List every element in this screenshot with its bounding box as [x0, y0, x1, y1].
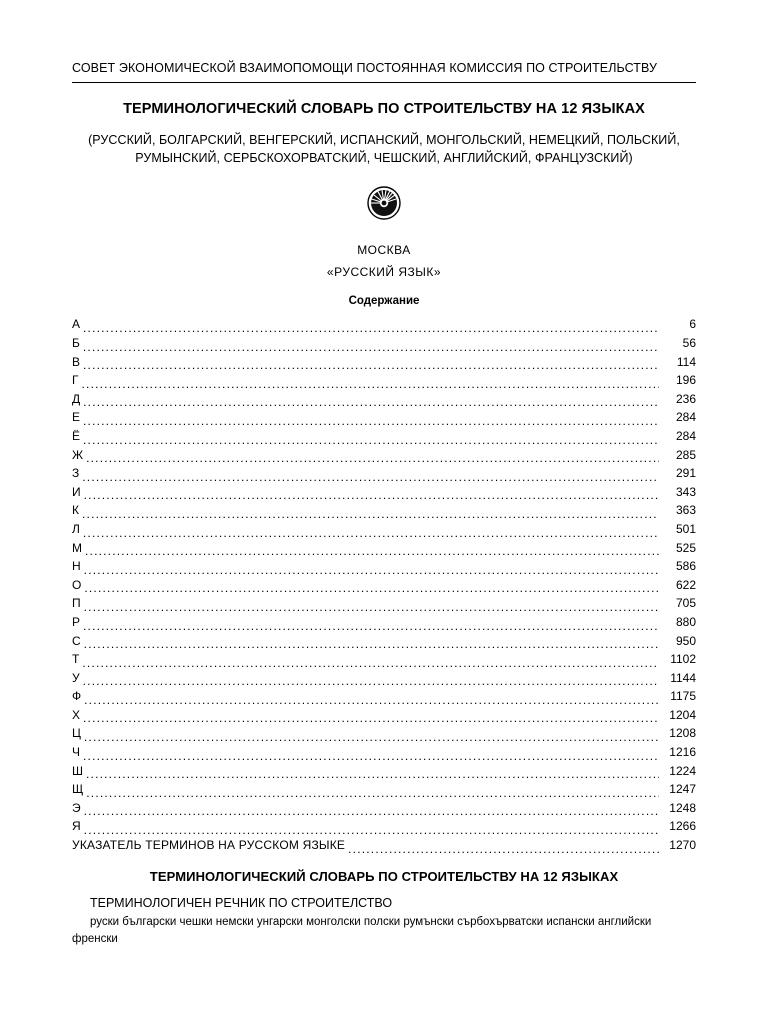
toc-entry[interactable] — [72, 836, 696, 855]
toc-entry-page: 622 — [675, 577, 696, 592]
toc-entry[interactable] — [72, 743, 696, 762]
toc-entry[interactable] — [72, 446, 696, 465]
imprint-publisher: «РУССКИЙ ЯЗЫК» — [326, 265, 442, 280]
toc-entry-label: О — [72, 577, 82, 592]
toc-entry-label: К — [72, 503, 79, 518]
toc-entry-page: 56 — [682, 336, 696, 351]
toc-entry-label: Ф — [72, 689, 82, 704]
toc-entry-label: Ё — [72, 428, 81, 443]
toc-entry-page: 1247 — [669, 782, 696, 797]
toc-entry-page: 1248 — [669, 800, 696, 815]
toc-entry[interactable] — [72, 408, 696, 427]
toc-entry-label: А — [72, 317, 81, 332]
toc-entry-label: Щ — [72, 782, 84, 797]
toc-entry-page: 1224 — [669, 763, 696, 778]
toc-leader-dots — [84, 564, 659, 576]
toc-entry-label: В — [72, 354, 81, 369]
toc-leader-dots — [84, 694, 659, 706]
imprint-city: МОСКВА — [357, 243, 411, 258]
toc-leader-dots — [84, 582, 659, 594]
toc-leader-dots — [84, 731, 659, 743]
toc-entry-page: 501 — [675, 521, 696, 536]
toc-entry[interactable] — [72, 539, 696, 558]
toc-leader-dots — [86, 787, 659, 799]
toc-entry-label: Г — [72, 373, 79, 388]
toc-leader-dots — [83, 322, 659, 334]
toc-entry-label: Ч — [72, 745, 80, 760]
toc-entry-label: Т — [72, 652, 80, 667]
toc-leader-dots — [82, 508, 659, 520]
toc-entry[interactable] — [72, 427, 696, 446]
toc-entry[interactable] — [72, 706, 696, 725]
toc-entry-label: М — [72, 540, 82, 555]
toc-entry[interactable] — [72, 650, 696, 669]
toc-leader-dots — [85, 545, 659, 557]
toc-entry-page: 1144 — [670, 670, 696, 685]
toc-entry[interactable] — [72, 501, 696, 520]
toc-entry-page: 1208 — [669, 726, 696, 741]
toc-entry-label: Л — [72, 521, 80, 536]
toc-entry-page: 285 — [675, 447, 696, 462]
toc-entry-label: УКАЗАТЕЛЬ ТЕРМИНОВ НА РУССКОМ ЯЗЫКЕ — [72, 838, 346, 853]
toc-entry-label: Я — [72, 819, 81, 834]
toc-leader-dots — [84, 489, 659, 501]
toc-entry[interactable] — [72, 483, 696, 502]
toc-entry-page: 705 — [675, 596, 696, 611]
toc-leader-dots — [83, 620, 659, 632]
toc-entry-page: 1216 — [669, 745, 696, 760]
toc-entry-label: Х — [72, 707, 81, 722]
toc-entry-label: Н — [72, 559, 81, 574]
toc-entry-label: Р — [72, 614, 81, 629]
toc-entry-page: 114 — [676, 354, 696, 369]
toc-entry-page: 880 — [675, 614, 696, 629]
publisher-emblem-icon — [72, 181, 696, 225]
toc-entry-page: 1270 — [669, 838, 696, 853]
toc-entry-label: Ш — [72, 763, 83, 778]
toc-entry[interactable] — [72, 817, 696, 836]
toc-entry[interactable] — [72, 390, 696, 409]
toc-entry-page: 196 — [675, 373, 696, 388]
toc-entry-page: 525 — [675, 540, 696, 555]
title-languages-list: (РУССКИЙ, БОЛГАРСКИЙ, ВЕНГЕРСКИЙ, ИСПАНСКИЙ, МОНГОЛЬСКИЙ, НЕМЕЦКИЙ, ПОЛЬСКИЙ, РУМЫНСКИЙ, СЕРБСКОХОРВАТСКИЙ, ЧЕШСКИЙ, АНГЛИЙСКИЙ, ФРАНЦУЗСКИЙ) — [88, 133, 680, 166]
toc-entry-page: 284 — [675, 410, 696, 425]
toc-entry-label: У — [72, 670, 80, 685]
toc-leader-dots — [83, 359, 659, 371]
toc-leader-dots — [83, 341, 659, 353]
toc-entry[interactable] — [72, 762, 696, 781]
toc-entry[interactable] — [72, 594, 696, 613]
toc-entry-label: З — [72, 466, 80, 481]
toc-leader-dots — [83, 527, 659, 539]
toc-entry-page: 236 — [675, 391, 696, 406]
toc-entry-label: Э — [72, 800, 81, 815]
toc-entry[interactable] — [72, 613, 696, 632]
toc-entry[interactable] — [72, 687, 696, 706]
toc-entry[interactable] — [72, 724, 696, 743]
toc-entry-page: 6 — [689, 317, 696, 332]
toc-entry-label: С — [72, 633, 81, 648]
toc-entry-label: Е — [72, 410, 81, 425]
toc-entry-label: Ж — [72, 447, 84, 462]
toc-entry-page: 950 — [675, 633, 696, 648]
toc-entry[interactable] — [72, 353, 696, 372]
toc-leader-dots — [348, 843, 659, 855]
footer-title: ТЕРМИНОЛОГИЧЕСКИЙ СЛОВАРЬ ПО СТРОИТЕЛЬСТВУ НА 12 ЯЗЫКАХ — [149, 868, 619, 884]
toc-entry[interactable] — [72, 371, 696, 390]
footer-languages-list: руски български чешки немски унгарски монголски полски румънски сърбохърватски испански английски френски — [72, 915, 652, 945]
toc-leader-dots — [82, 657, 659, 669]
toc-entry-page: 284 — [675, 428, 696, 443]
toc-leader-dots — [83, 396, 659, 408]
toc-entry-page: 363 — [675, 503, 696, 518]
toc-entry-label: Б — [72, 336, 80, 351]
toc-leader-dots — [84, 824, 659, 836]
toc-entry-label: П — [72, 596, 81, 611]
organization-header: СОВЕТ ЭКОНОМИЧЕСКОЙ ВЗАИМОПОМОЩИ ПОСТОЯННАЯ КОМИССИЯ ПО СТРОИТЕЛЬСТВУ — [72, 60, 696, 83]
toc-entry[interactable] — [72, 315, 696, 334]
toc-entry-page: 1266 — [669, 819, 696, 834]
toc-entry-page: 291 — [675, 466, 696, 481]
toc-leader-dots — [83, 434, 659, 446]
toc-leader-dots — [83, 712, 659, 724]
toc-entry-page: 1204 — [669, 707, 696, 722]
toc-entry[interactable] — [72, 520, 696, 539]
toc-leader-dots — [82, 471, 659, 483]
toc-entry-label: Д — [72, 391, 81, 406]
toc-entry-page: 1175 — [670, 689, 696, 704]
toc-entry[interactable] — [72, 464, 696, 483]
footer-block — [72, 869, 696, 949]
toc-entry-page: 586 — [675, 559, 696, 574]
toc-entry[interactable] — [72, 669, 696, 688]
toc-entry[interactable] — [72, 557, 696, 576]
toc-entry[interactable] — [72, 799, 696, 818]
toc-leader-dots — [84, 805, 659, 817]
toc-entry[interactable] — [72, 576, 696, 595]
toc-entry[interactable] — [72, 334, 696, 353]
toc-entry-label: Ц — [72, 726, 81, 741]
toc-entry-label: И — [72, 484, 81, 499]
toc-leader-dots — [84, 638, 659, 650]
toc-leader-dots — [86, 768, 659, 780]
toc-entry-page: 1102 — [670, 652, 696, 667]
toc-entry-page: 343 — [675, 484, 696, 499]
toc-entry[interactable] — [72, 780, 696, 799]
toc-entry[interactable] — [72, 632, 696, 651]
footer-subtitle-bulgarian: ТЕРМИНОЛОГИЧЕН РЕЧНИК ПО СТРОИТЕЛСТВО — [90, 895, 393, 910]
table-of-contents — [72, 315, 696, 854]
toc-leader-dots — [82, 378, 660, 390]
contents-heading: Содержание — [348, 295, 420, 308]
toc-leader-dots — [84, 601, 659, 613]
toc-leader-dots — [83, 415, 659, 427]
toc-leader-dots — [86, 452, 659, 464]
toc-leader-dots — [83, 675, 659, 687]
page-title: ТЕРМИНОЛОГИЧЕСКИЙ СЛОВАРЬ ПО СТРОИТЕЛЬСТВУ НА 12 ЯЗЫКАХ — [123, 100, 645, 117]
toc-leader-dots — [83, 750, 659, 762]
